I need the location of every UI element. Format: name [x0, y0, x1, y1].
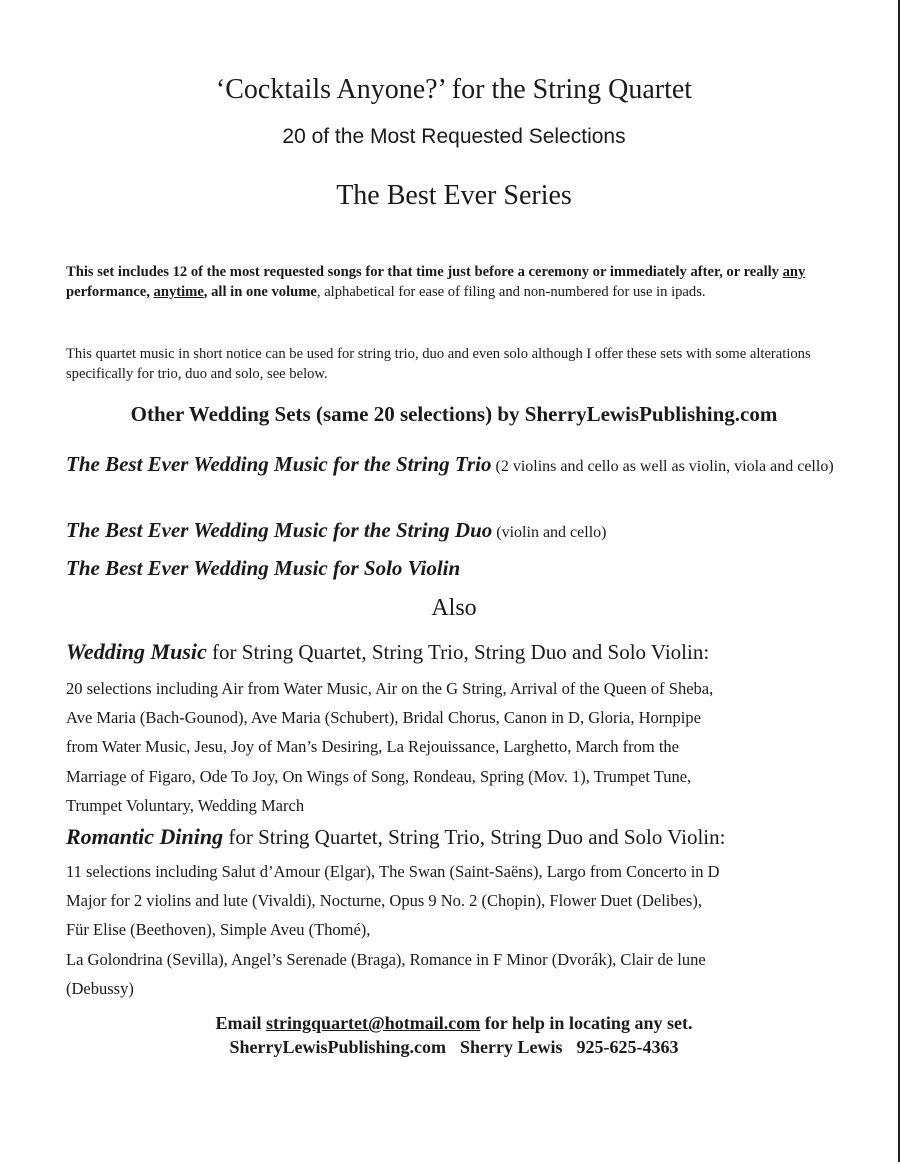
romantic-dining-heading-rest: for String Quartet, String Trio, String Duo and Solo Violin: [223, 825, 726, 849]
intro-bold-3: , all in one volume [203, 284, 317, 300]
intro-bold-2: performance, [66, 284, 154, 300]
footer-website: SherryLewisPublishing.com [229, 1037, 447, 1057]
set-title: The Best Ever Wedding Music for the String Trio [66, 452, 492, 476]
romantic-dining-title: Romantic Dining [66, 824, 224, 849]
set-detail: (2 violins and cello as well as violin, viola and cello) [491, 458, 834, 475]
footer-email-line [66, 1011, 842, 1035]
set-detail: (violin and cello) [492, 524, 607, 541]
series-title: The Best Ever Series [336, 180, 572, 211]
footer-phone: 925-625-4363 [576, 1037, 679, 1057]
intro-underline-anytime: anytime [153, 284, 204, 300]
list-line: 11 selections including Salut d’Amour (Elgar), The Swan (Saint-Saëns), Largo from Concerto in D [66, 862, 720, 881]
set-title: The Best Ever Wedding Music for Solo Violin [66, 556, 461, 580]
list-line: from Water Music, Jesu, Joy of Man’s Desiring, La Rejouissance, Larghetto, March from the [66, 737, 680, 757]
document-title: ‘Cocktails Anyone?’ for the String Quartet [215, 74, 693, 105]
intro-normal: , alphabetical for ease of filing and non-numbered for use in ipads. [316, 284, 706, 300]
footer-contact-line [66, 1035, 842, 1059]
romantic-dining-list [66, 857, 836, 1003]
wedding-music-list [66, 674, 836, 820]
intro-paragraph [66, 262, 826, 302]
also-heading: Also [431, 595, 477, 621]
intro-paragraph-2: This quartet music in short notice can be used for string trio, duo and even solo although I offer these sets with some alterations specifically for trio, duo and solo, see below. [66, 346, 811, 382]
list-line: 20 selections including Air from Water Music, Air on the G String, Arrival of the Queen of Sheba, [66, 679, 714, 698]
intro-bold-1: This set includes 12 of the most requested songs for that time just before a ceremony or immediately after, or really [66, 264, 783, 280]
email-prefix: Email [215, 1013, 267, 1033]
email-suffix: for help in locating any set. [480, 1013, 693, 1033]
footer-name: Sherry Lewis [460, 1037, 563, 1057]
set-title: The Best Ever Wedding Music for the String Duo [66, 518, 493, 542]
set-item-trio [66, 449, 842, 482]
set-item-solo [66, 553, 842, 586]
intro-underline-any: any [782, 264, 806, 280]
list-line: Marriage of Figaro, Ode To Joy, On Wings of Song, Rondeau, Spring (Mov. 1), Trumpet Tune, [66, 766, 692, 786]
footer-contact [66, 1011, 842, 1059]
wedding-music-heading-rest: for String Quartet, String Trio, String Duo and Solo Violin: [206, 640, 710, 664]
other-sets-heading: Other Wedding Sets (same 20 selections) by SherryLewisPublishing.com [130, 402, 778, 426]
email-link[interactable]: stringquartet@hotmail.com [266, 1013, 481, 1033]
list-line: Ave Maria (Bach-Gounod), Ave Maria (Schubert), Bridal Chorus, Canon in D, Gloria, Hornpipe [66, 708, 701, 728]
list-line: Major for 2 violins and lute (Vivaldi), Nocturne, Opus 9 No. 2 (Chopin), Flower Duet (Delibes), [66, 891, 702, 911]
romantic-dining-heading [66, 824, 842, 850]
list-line: Für Elise (Beethoven), Simple Aveu (Thomé), [66, 920, 371, 940]
list-line: Trumpet Voluntary, Wedding March [66, 795, 305, 815]
list-line: (Debussy) [66, 978, 134, 998]
list-line: La Golondrina (Sevilla), Angel’s Serenade (Braga), Romance in F Minor (Dvorák), Clair de lune [66, 949, 706, 969]
set-item-duo [66, 515, 842, 548]
document-subtitle: 20 of the Most Requested Selections [282, 125, 626, 148]
wedding-music-title: Wedding Music [66, 639, 207, 664]
wedding-music-heading [66, 639, 842, 665]
